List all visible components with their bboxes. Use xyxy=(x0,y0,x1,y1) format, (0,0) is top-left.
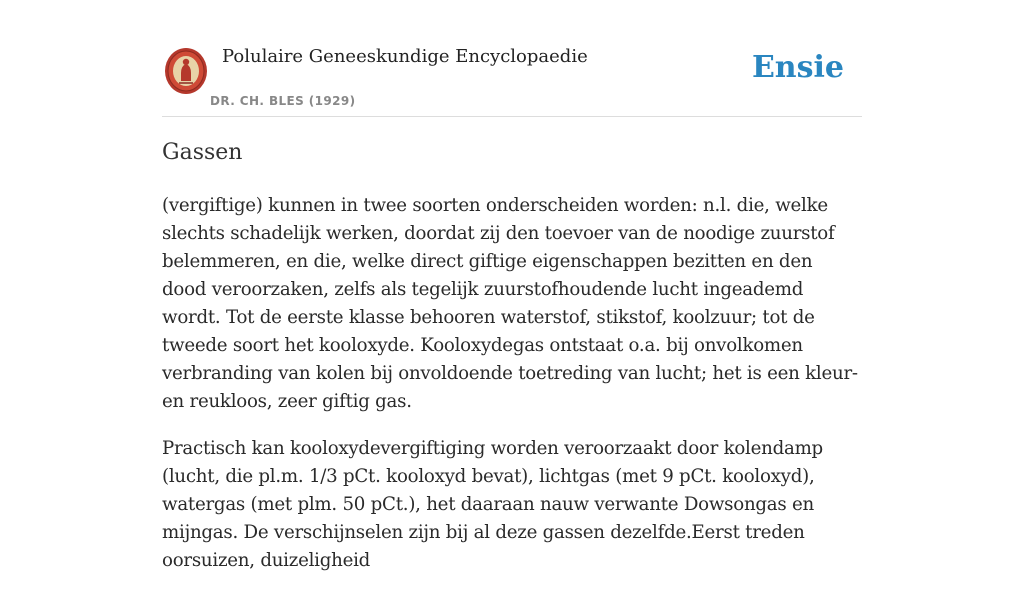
page-header xyxy=(162,0,862,117)
article-paragraph: Practisch kan kooloxydevergiftiging worden veroorzaakt door kolendamp (lucht, die pl.m. 1/3 pCt. kooloxyd bevat), lichtgas (met 9 pCt. kooloxyd), watergas (met plm. 50 pCt.), het daaraan nauw verwante Dowsongas en mijngas. De verschijnselen zijn bij al deze gassen dezelfde.Eerst treden oorsuizen, duizeligheid xyxy=(162,438,823,571)
page xyxy=(162,0,862,571)
article-title: Gassen xyxy=(162,140,243,165)
article-body xyxy=(162,192,862,594)
book-author: DR. CH. BLES (1929) xyxy=(210,94,356,108)
article-paragraph: (vergiftige) kunnen in twee soorten onderscheiden worden: n.l. die, welke slechts schadelijk werken, doordat zij den toevoer van de noodige zuurstof belemmeren, en die, welke direct giftige eigenschappen bezitten en den dood veroorzaken, zelfs als tegelijk zuurstofhoudende lucht ingeademd wordt. Tot de eerste klasse behooren waterstof, stikstof, koolzuur; tot de tweede soort het kooloxyde. Kooloxydegas ontstaat o.a. bij onvolkomen verbranding van kolen bij onvoldoende toetreding van lucht; het is een kleur- en reukloos, zeer giftig gas. xyxy=(162,195,858,412)
ensie-logo-link[interactable]: Ensie xyxy=(751,50,844,85)
book-title[interactable]: Polulaire Geneeskundige Encyclopaedie xyxy=(222,46,588,67)
book-cover-icon[interactable] xyxy=(164,47,208,95)
